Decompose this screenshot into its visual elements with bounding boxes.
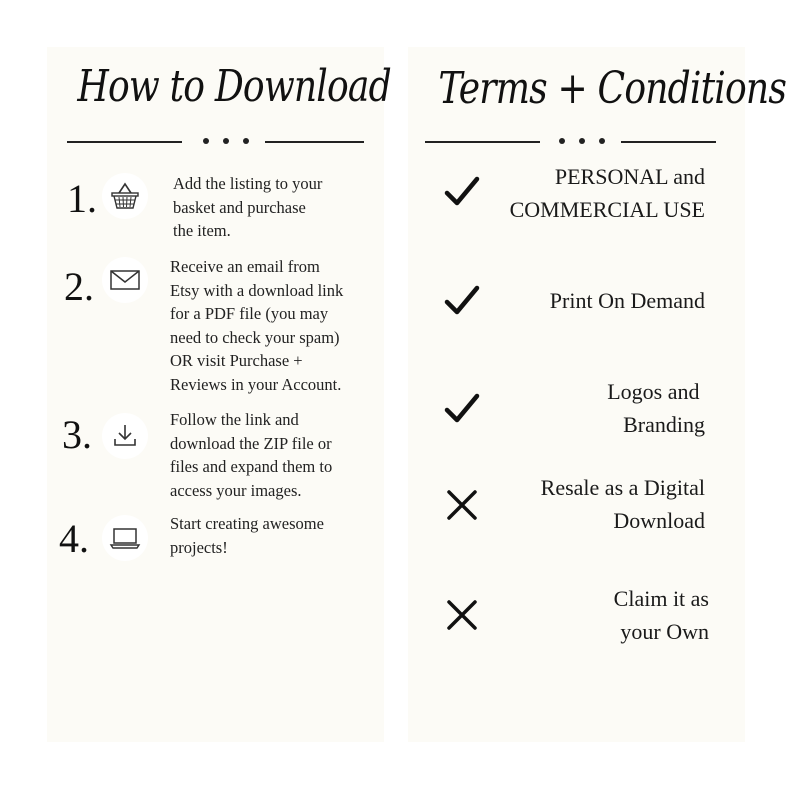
basket-icon (102, 173, 148, 219)
terms-panel (408, 47, 787, 742)
term-text-4: Resale as a Digital Download (540, 475, 705, 533)
check-icon (442, 281, 482, 321)
terms-divider (425, 135, 716, 149)
term-text-5: Claim it as your Own (613, 586, 709, 644)
check-icon (442, 389, 482, 429)
download-divider (67, 135, 364, 149)
download-title: How to Download (77, 61, 391, 112)
step-text-4: Start creating awesome projects! (170, 514, 324, 557)
terms-title: Terms + Conditions (438, 63, 787, 114)
step-number-2: 2. (64, 264, 94, 309)
step-number-4: 4. (59, 516, 89, 561)
how-to-download-panel (47, 47, 391, 742)
term-text-3: Logos and Branding (607, 379, 705, 437)
step-number-1: 1. (67, 176, 97, 221)
term-text-1: PERSONAL and COMMERCIAL USE (509, 164, 705, 222)
download-icon (102, 413, 148, 459)
step-number-3: 3. (62, 412, 92, 457)
envelope-icon (102, 257, 148, 303)
step-text-2: Receive an email from Etsy with a download link for a PDF file (you may need to check your spam) OR visit Purchase + Reviews in your Account. (170, 257, 344, 394)
check-icon (442, 172, 482, 212)
cross-icon (442, 595, 482, 635)
laptop-icon (102, 515, 148, 561)
term-text-2: Print On Demand (549, 288, 705, 313)
cross-icon (442, 485, 482, 525)
step-text-3: Follow the link and download the ZIP file or files and expand them to access your images. (170, 410, 333, 500)
step-text-1: Add the listing to your basket and purchase the item. (173, 174, 323, 240)
